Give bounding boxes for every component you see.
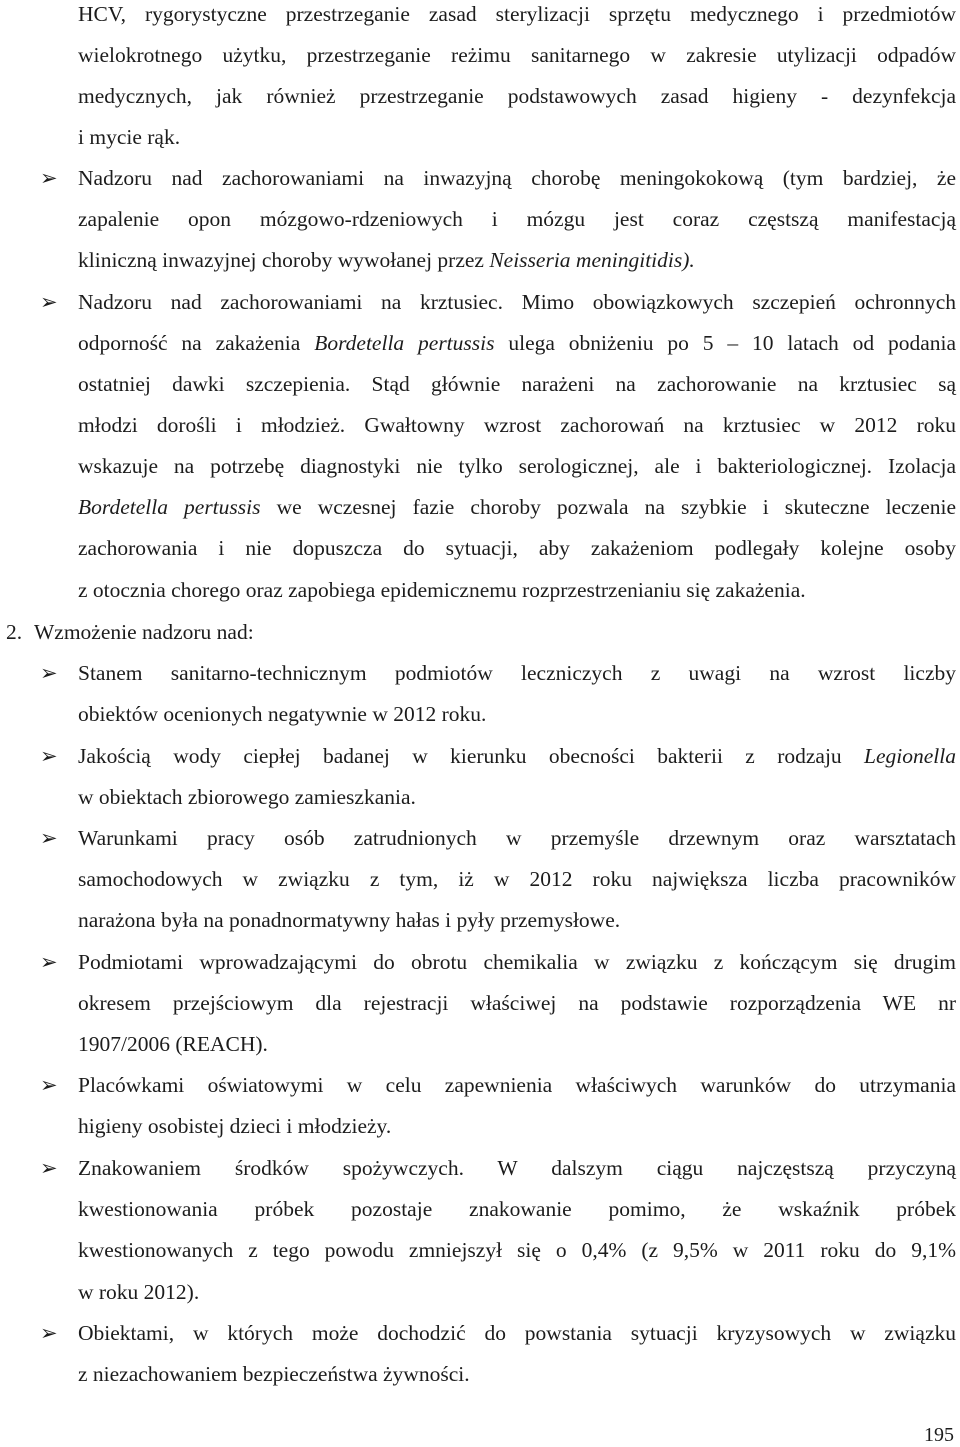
food-safety-line-2: z niezachowaniem bezpieczeństwa żywności.	[78, 1362, 470, 1386]
intro-line-3: medycznych, jak również przestrzeganie podstawowych zasad higieny - dezynfekcja	[78, 84, 956, 108]
pertussis-text-b: ulega obniżeniu po 5 – 10 latach od podania	[494, 331, 956, 355]
reach-line-2: okresem przejściowym dla rejestracji właściwej na podstawie rozporządzenia WE nr	[78, 991, 956, 1015]
bullet-arrow-icon: ➢	[40, 290, 58, 314]
bullet-arrow-icon: ➢	[40, 1156, 58, 1180]
pertussis-line-4: młodzi dorośli i młodzież. Gwałtowny wzrost zachorowań na krztusiec w 2012 roku	[78, 413, 956, 437]
intro-line-4: i mycie rąk.	[78, 125, 181, 149]
labelling-line-3: kwestionowanych z tego powodu zmniejszył się o 0,4% (z 9,5% w 2011 roku do 9,1%	[78, 1238, 956, 1262]
labelling-line-4: w roku 2012).	[78, 1280, 200, 1304]
schools-line-1: Placówkami oświatowymi w celu zapewnienia właściwych warunków do utrzymania	[78, 1073, 956, 1097]
workers-line-3: narażona była na ponadnormatywny hałas i pyły przemysłowe.	[78, 908, 621, 932]
pertussis-line-1: Nadzoru nad zachorowaniami na krztusiec. Mimo obowiązkowych szczepień ochronnych	[78, 290, 956, 314]
intro-line-1: HCV, rygorystyczne przestrzeganie zasad sterylizacji sprzętu medycznego i przedmiotów	[78, 2, 956, 26]
legionella-line-1	[78, 742, 956, 770]
food-safety-line-1: Obiektami, w których może dochodzić do powstania sytuacji kryzysowych w związku	[78, 1321, 956, 1345]
bullet-arrow-icon: ➢	[40, 166, 58, 190]
bullet-arrow-icon: ➢	[40, 950, 58, 974]
pertussis-line-3: ostatniej dawki szczepienia. Stąd głównie narażeni na zachorowanie na krztusiec są	[78, 372, 956, 396]
pertussis-line-8: z otocznia chorego oraz zapobiega epidemicznemu rozprzestrzenianiu się zakażenia.	[78, 578, 806, 602]
workers-line-2: samochodowych w związku z tym, iż w 2012 roku największa liczba pracowników	[78, 867, 956, 891]
pertussis-line-5: wskazuje na potrzebę diagnostyki nie tylko serologicznej, ale i bakteriologicznej. Izolacja	[78, 454, 956, 478]
labelling-line-1: Znakowaniem środków spożywczych. W dalszym ciągu najczęstszą przyczyną	[78, 1156, 956, 1180]
pertussis-line-6	[78, 493, 956, 521]
intro-line-2: wielokrotnego użytku, przestrzeganie reżimu sanitarnego w zakresie utylizacji odpadów	[78, 43, 956, 67]
bullet-arrow-icon: ➢	[40, 826, 58, 850]
legionella-pathogen: Legionella	[864, 744, 956, 768]
bullet-arrow-icon: ➢	[40, 744, 58, 768]
pertussis-line-7: zachorowania i nie dopuszcza do sytuacji, aby zakażeniom podlegały kolejne osoby	[78, 536, 956, 560]
meningo-line-2: zapalenie opon mózgowo-rdzeniowych i mózgu jest coraz częstszą manifestacją	[78, 207, 956, 231]
meningo-line-1: Nadzoru nad zachorowaniami na inwazyjną chorobę meningokokową (tym bardziej, że	[78, 166, 956, 190]
pertussis-pathogen: Bordetella pertussis	[78, 495, 261, 519]
section-title: Wzmożenie nadzoru nad:	[34, 620, 254, 644]
sanitary-line-1: Stanem sanitarno-technicznym podmiotów leczniczych z uwagi na wzrost liczby	[78, 661, 956, 685]
page-number: 195	[924, 1424, 954, 1446]
reach-line-3: 1907/2006 (REACH).	[78, 1032, 268, 1056]
bullet-arrow-icon: ➢	[40, 1073, 58, 1097]
legionella-line-2: w obiektach zbiorowego zamieszkania.	[78, 785, 416, 809]
sanitary-line-2: obiektów ocenionych negatywnie w 2012 roku.	[78, 702, 487, 726]
meningo-line-3	[78, 246, 695, 274]
section-number: 2.	[6, 620, 23, 644]
bullet-arrow-icon: ➢	[40, 661, 58, 685]
meningo-text: kliniczną inwazyjnej choroby wywołanej przez	[78, 248, 490, 272]
schools-line-2: higieny osobistej dzieci i młodzieży.	[78, 1114, 392, 1138]
reach-line-1: Podmiotami wprowadzającymi do obrotu chemikalia w związku z kończącym się drugim	[78, 950, 956, 974]
pertussis-text-c: we wczesnej fazie choroby pozwala na szybkie i skuteczne leczenie	[260, 495, 957, 519]
legionella-text: Jakością wody ciepłej badanej w kierunku obecności bakterii z rodzaju	[78, 744, 865, 768]
pertussis-line-2	[78, 329, 956, 357]
pertussis-text-a: odporność na zakażenia	[78, 331, 315, 355]
pertussis-pathogen: Bordetella pertussis	[314, 331, 495, 355]
meningo-pathogen: Neisseria meningitidis).	[489, 248, 695, 272]
workers-line-1: Warunkami pracy osób zatrudnionych w przemyśle drzewnym oraz warsztatach	[78, 826, 956, 850]
bullet-arrow-icon: ➢	[40, 1321, 58, 1345]
labelling-line-2: kwestionowania próbek pozostaje znakowanie pomimo, że wskaźnik próbek	[78, 1197, 956, 1221]
